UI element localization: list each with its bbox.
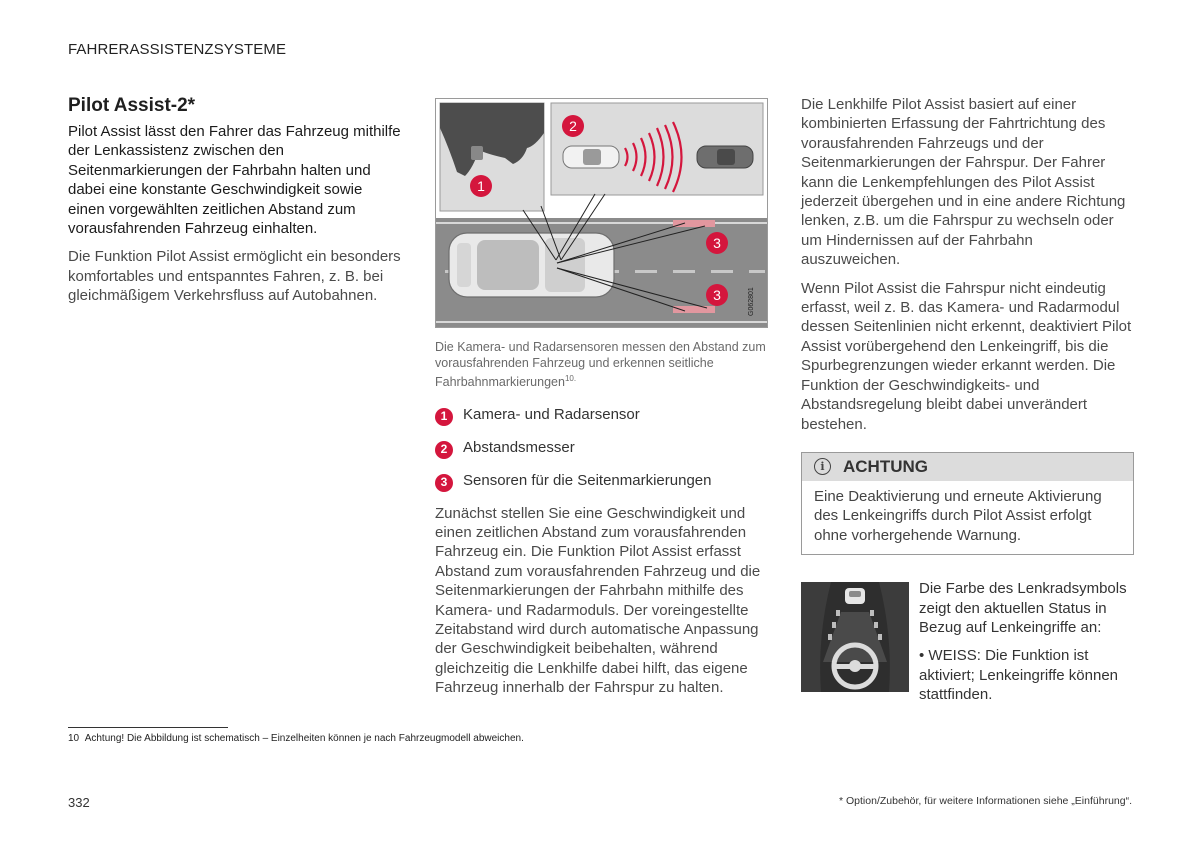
- legend-label: Sensoren für die Seitenmarkierungen: [463, 472, 712, 490]
- body-paragraph: Wenn Pilot Assist die Fahrspur nicht eindeutig erfasst, weil z. B. das Kamera- und Radarmodul dessen Seitenlinien nicht erkennt, deaktiviert Pilot Assist vorübergehend den Lenkeingriff, bis die Spurbegrenzungen wieder erkannt werden. Die Funktion der Geschwindigkeits- und Abstandsregelung bleibt dabei unverändert bestehen.: [801, 279, 1132, 433]
- status-paragraph: Die Farbe des Lenkradsymbols zeigt den aktuellen Status in Bezug auf Lenkeingriffe an:: [919, 580, 1127, 636]
- warning-box: [801, 452, 1134, 555]
- legend-item: [435, 465, 770, 498]
- column-left: [68, 95, 403, 315]
- legend-number-badge: 3: [435, 474, 453, 492]
- legend-item: [435, 399, 770, 432]
- info-icon: i: [814, 458, 831, 475]
- callout-3b-label: 3: [713, 287, 721, 303]
- body-paragraph: Die Lenkhilfe Pilot Assist basiert auf einer kombinierten Erfassung der Fahrtrichtung des vorausfahrenden Fahrzeugs und der Seitenmarkierungen der Fahrspur. Der Fahrer kann die Lenkempfehlungen des Pilot Assist jederzeit übergehen und in eine andere Richtung lenken, z.B. um die Fahrspur zu wechseln oder um Hindernissen auf der Fahrbahn auszuweichen.: [801, 96, 1126, 269]
- body-paragraph: Die Funktion Pilot Assist ermöglicht ein besonders komfortables und entspanntes Fahren, z. B. bei gleichmäßigem Verkehrsfluss auf Autobahnen.: [68, 248, 401, 305]
- section-header: FAHRERASSISTENZSYSTEME: [68, 41, 287, 58]
- legend-number-badge: 2: [435, 441, 453, 459]
- footer-note: * Option/Zubehör, für weitere Informationen siehe „Einführung“.: [839, 795, 1132, 807]
- legend-item: [435, 432, 770, 465]
- footnote-text: Achtung! Die Abbildung ist schematisch – Einzelheiten können je nach Fahrzeugmodell abweichen.: [84, 733, 524, 744]
- lane-marker-highlight-left: [673, 220, 715, 227]
- figure-caption: Die Kamera- und Radarsensoren messen den Abstand zum vorausfahrenden Fahrzeug und erkennen seitliche Fahrbahnmarkierungen$^{10.}$: [435, 340, 766, 390]
- column-middle: [435, 98, 770, 698]
- column-right: [801, 95, 1134, 714]
- page-title: Pilot Assist-2*: [68, 95, 196, 116]
- status-section: [801, 579, 1134, 713]
- pilot-assist-diagram: [435, 98, 768, 328]
- legend-label: Kamera- und Radarsensor: [463, 406, 640, 424]
- callout-2-label: 2: [569, 118, 577, 134]
- own-car-icon: [563, 146, 619, 168]
- lead-car-icon: [697, 146, 753, 168]
- footnote-number: 10: [68, 733, 80, 744]
- warning-header: [802, 453, 1133, 481]
- body-paragraph: Zunächst stellen Sie eine Geschwindigkeit und einen zeitlichen Abstand zum vorausfahrenden Fahrzeug ein. Die Funktion Pilot Assist erfasst Abstand zum vorausfahrenden Fahrzeug und die Seitenmarkierungen der Fahrbahn mithilfe des Kamera- und Radarmoduls. Der voreingestellte Zeitabstand wird durch automatische Anpassung der Geschwindigkeit beibehalten, während gleichzeitig die Lenkhilfe dabei hilft, das eigene Fahrzeug innerhalb der Fahrspur zu halten.: [435, 504, 761, 697]
- page-number: 332: [68, 795, 90, 810]
- warning-text: Eine Deaktivierung und erneute Aktivierung des Lenkeingriffs durch Pilot Assist erfolgt ohne vorhergehende Warnung.: [814, 487, 1102, 544]
- warning-title: ACHTUNG: [843, 457, 928, 477]
- legend-label: Abstandsmesser: [463, 439, 575, 457]
- callout-3a-label: 3: [713, 235, 721, 251]
- status-text: [919, 579, 1134, 713]
- callout-1-label: 1: [477, 178, 485, 194]
- legend-list: [435, 399, 770, 498]
- legend-number-badge: 1: [435, 408, 453, 426]
- car-top-view: [449, 233, 614, 297]
- steering-status-image: [801, 582, 909, 692]
- figure-code: G062801: [748, 287, 755, 316]
- status-paragraph: • WEISS: Die Funktion ist aktiviert; Lenkeingriffe können stattfinden.: [919, 647, 1119, 704]
- intro-paragraph: Pilot Assist lässt den Fahrer das Fahrzeug mithilfe der Lenkassistenz zwischen den Seitenmarkierungen der Fahrbahn halten und dabei eine konstante Geschwindigkeit sowie einen vorgewählten zeitlichen Abstand zum vorausfahrenden Fahrzeug einhalten.: [68, 123, 401, 238]
- footnote: [68, 733, 524, 744]
- footnote-divider: [68, 727, 228, 728]
